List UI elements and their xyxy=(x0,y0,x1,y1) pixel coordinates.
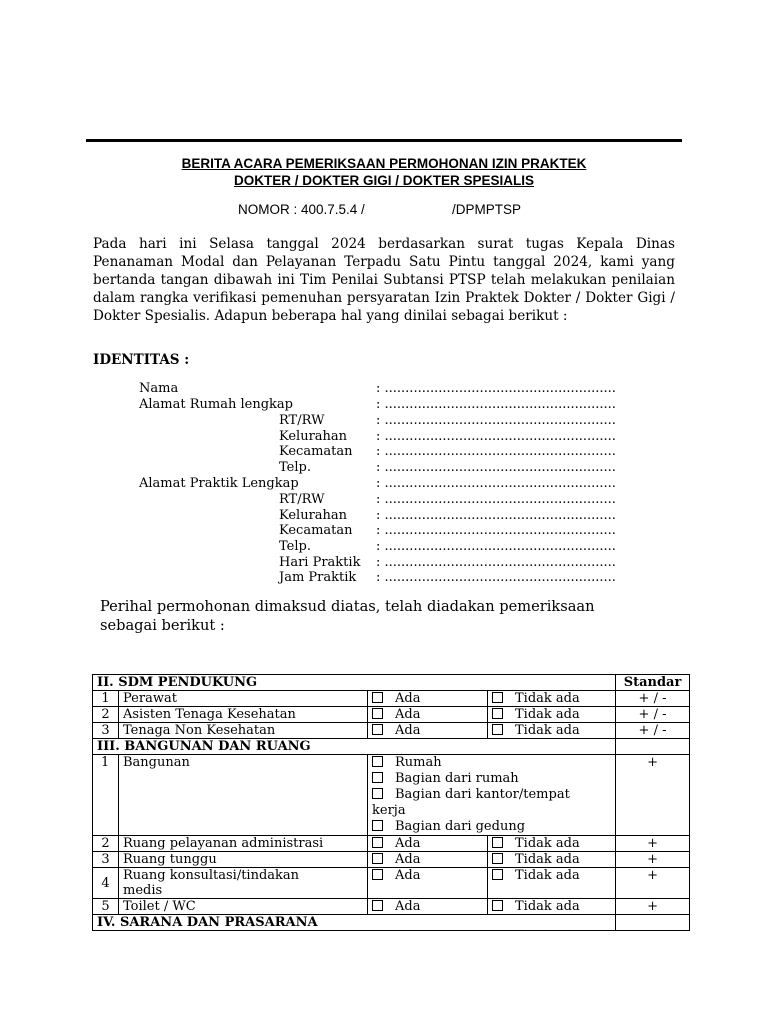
field-blank: : ........................................................ xyxy=(376,492,616,507)
field-blank: : ........................................................ xyxy=(376,539,616,554)
row-standar: + xyxy=(616,899,690,915)
tidak-ada-option[interactable] xyxy=(488,868,616,899)
field-blank: : ........................................................ xyxy=(376,555,616,570)
section-title: II. SDM PENDUKUNG xyxy=(93,675,616,691)
ada-option[interactable] xyxy=(368,852,488,868)
tidak-ada-label: Tidak ada xyxy=(515,723,580,738)
option-bagian-kantor[interactable]: Bagian dari kantor/tempat kerja xyxy=(372,787,570,818)
checkbox-icon[interactable] xyxy=(372,708,383,719)
nomor-prefix: NOMOR : 400.7.5.4 / xyxy=(238,202,365,217)
field-label: Jam Praktik xyxy=(279,570,357,585)
field-blank: : ........................................................ xyxy=(376,444,616,459)
field-label: Telp. xyxy=(279,460,311,475)
empty-cell xyxy=(616,739,690,755)
assessment-table xyxy=(92,674,690,931)
checkbox-icon[interactable] xyxy=(492,869,503,880)
field-blank: : ........................................................ xyxy=(376,429,616,444)
document-title-line-2: DOKTER / DOKTER GIGI / DOKTER SPESIALIS xyxy=(233,173,535,188)
row-number: 1 xyxy=(93,755,119,836)
checkbox-icon[interactable] xyxy=(492,853,503,864)
checkbox-icon[interactable] xyxy=(492,692,503,703)
checkbox-icon[interactable] xyxy=(492,900,503,911)
section-row-sarana xyxy=(93,915,690,931)
tidak-ada-option[interactable] xyxy=(488,691,616,707)
field-blank: : ........................................................ xyxy=(376,508,616,523)
table-row xyxy=(93,836,690,852)
document-title-line-1: BERITA ACARA PEMERIKSAAN PERMOHONAN IZIN PRAKTEK xyxy=(181,156,587,171)
table-row xyxy=(93,899,690,915)
field-blank: : ........................................................ xyxy=(376,460,616,475)
row-item: Asisten Tenaga Kesehatan xyxy=(119,707,368,723)
table-row xyxy=(93,868,690,899)
row-standar: + / - xyxy=(616,707,690,723)
checkbox-icon[interactable] xyxy=(492,724,503,735)
ada-label: Ada xyxy=(395,899,421,914)
tidak-ada-option[interactable] xyxy=(488,899,616,915)
ada-option[interactable] xyxy=(368,707,488,723)
checkbox-icon[interactable] xyxy=(372,837,383,848)
field-blank: : ........................................................ xyxy=(376,523,616,538)
field-label: Alamat Rumah lengkap xyxy=(139,397,293,412)
field-label: Kelurahan xyxy=(279,429,348,444)
option-bagian-rumah[interactable]: Bagian dari rumah xyxy=(372,771,611,787)
row-number: 2 xyxy=(93,707,119,723)
row-number: 3 xyxy=(93,852,119,868)
section-row-bangunan xyxy=(93,739,690,755)
ada-label: Ada xyxy=(395,868,421,883)
row-number: 4 xyxy=(93,868,119,899)
table-row xyxy=(93,852,690,868)
field-label: Telp. xyxy=(279,539,311,554)
bangunan-options xyxy=(368,755,616,836)
field-label: Kelurahan xyxy=(279,508,348,523)
field-label: Alamat Praktik Lengkap xyxy=(139,476,299,491)
checkbox-icon[interactable] xyxy=(372,869,383,880)
checkbox-icon[interactable] xyxy=(372,756,383,767)
row-standar: + / - xyxy=(616,723,690,739)
tidak-ada-option[interactable] xyxy=(488,836,616,852)
ada-label: Ada xyxy=(395,852,421,867)
field-label: Hari Praktik xyxy=(279,555,361,570)
field-label: RT/RW xyxy=(279,492,325,507)
ada-label: Ada xyxy=(395,691,421,706)
tidak-ada-option[interactable] xyxy=(488,707,616,723)
field-label: Nama xyxy=(139,381,179,396)
standar-header: Standar xyxy=(616,675,690,691)
tidak-ada-option[interactable] xyxy=(488,723,616,739)
checkbox-icon[interactable] xyxy=(372,788,383,799)
checkbox-icon[interactable] xyxy=(372,692,383,703)
row-item: Toilet / WC xyxy=(119,899,368,915)
field-label: Kecamatan xyxy=(279,444,353,459)
field-blank: : ........................................................ xyxy=(376,397,616,412)
field-blank: : ........................................................ xyxy=(376,476,616,491)
field-label: Kecamatan xyxy=(279,523,353,538)
row-number: 3 xyxy=(93,723,119,739)
checkbox-icon[interactable] xyxy=(372,724,383,735)
row-standar: + / - xyxy=(616,691,690,707)
checkbox-icon[interactable] xyxy=(372,900,383,911)
row-item: Ruang tunggu xyxy=(119,852,368,868)
checkbox-icon[interactable] xyxy=(492,708,503,719)
option-rumah[interactable]: Rumah xyxy=(372,755,611,771)
field-blank: : ........................................................ xyxy=(376,570,616,585)
field-label: RT/RW xyxy=(279,413,325,428)
ada-option[interactable] xyxy=(368,868,488,899)
table-row xyxy=(93,707,690,723)
row-standar: + xyxy=(616,836,690,852)
identitas-heading: IDENTITAS : xyxy=(93,352,190,368)
checkbox-icon[interactable] xyxy=(492,837,503,848)
intro-paragraph: Pada hari ini Selasa tanggal 2024 berdasarkan surat tugas Kepala Dinas Penanaman Modal dan Pelayanan Terpadu Satu Pintu tanggal 2024, kami yang bertanda tangan dibawah ini Tim Penilai Subtansi PTSP telah melakukan penilaian dalam rangka verifikasi pemenuhan persyaratan Izin Praktek Dokter / Dokter Gigi / Dokter Spesialis. Adapun beberapa hal yang dinilai sebagai berikut : xyxy=(93,236,675,324)
tidak-ada-label: Tidak ada xyxy=(515,707,580,722)
table-row xyxy=(93,691,690,707)
nomor-suffix: /DPMPTSP xyxy=(452,202,522,217)
table-row xyxy=(93,723,690,739)
row-standar: + xyxy=(616,852,690,868)
tidak-ada-label: Tidak ada xyxy=(515,691,580,706)
section-row-sdm xyxy=(93,675,690,691)
ada-option[interactable] xyxy=(368,691,488,707)
row-item: Perawat xyxy=(119,691,368,707)
empty-cell xyxy=(616,915,690,931)
checkbox-icon[interactable] xyxy=(372,820,383,831)
ada-label: Ada xyxy=(395,836,421,851)
checkbox-icon[interactable] xyxy=(372,853,383,864)
row-number: 2 xyxy=(93,836,119,852)
row-item: Ruang pelayanan administrasi xyxy=(119,836,368,852)
row-number: 5 xyxy=(93,899,119,915)
ada-label: Ada xyxy=(395,707,421,722)
section-title: III. BANGUNAN DAN RUANG xyxy=(93,739,616,755)
field-blank: : ........................................................ xyxy=(376,381,616,396)
row-item: Tenaga Non Kesehatan xyxy=(119,723,368,739)
tidak-ada-label: Tidak ada xyxy=(515,852,580,867)
tidak-ada-label: Tidak ada xyxy=(515,868,580,883)
section-title: IV. SARANA DAN PRASARANA xyxy=(93,915,616,931)
tidak-ada-label: Tidak ada xyxy=(515,899,580,914)
row-standar: + xyxy=(616,868,690,899)
tidak-ada-option[interactable] xyxy=(488,852,616,868)
table-row xyxy=(93,755,690,836)
row-item: Ruang konsultasi/tindakan medis xyxy=(119,868,368,899)
ada-option[interactable] xyxy=(368,723,488,739)
ada-label: Ada xyxy=(395,723,421,738)
checkbox-icon[interactable] xyxy=(372,772,383,783)
row-item: Bangunan xyxy=(119,755,368,836)
tidak-ada-label: Tidak ada xyxy=(515,836,580,851)
row-number: 1 xyxy=(93,691,119,707)
field-blank: : ........................................................ xyxy=(376,413,616,428)
row-standar: + xyxy=(616,755,690,836)
option-bagian-gedung[interactable]: Bagian dari gedung xyxy=(372,819,611,835)
perihal-paragraph: Perihal permohonan dimaksud diatas, telah diadakan pemeriksaan sebagai berikut : xyxy=(100,598,595,634)
ada-option[interactable] xyxy=(368,836,488,852)
ada-option[interactable] xyxy=(368,899,488,915)
